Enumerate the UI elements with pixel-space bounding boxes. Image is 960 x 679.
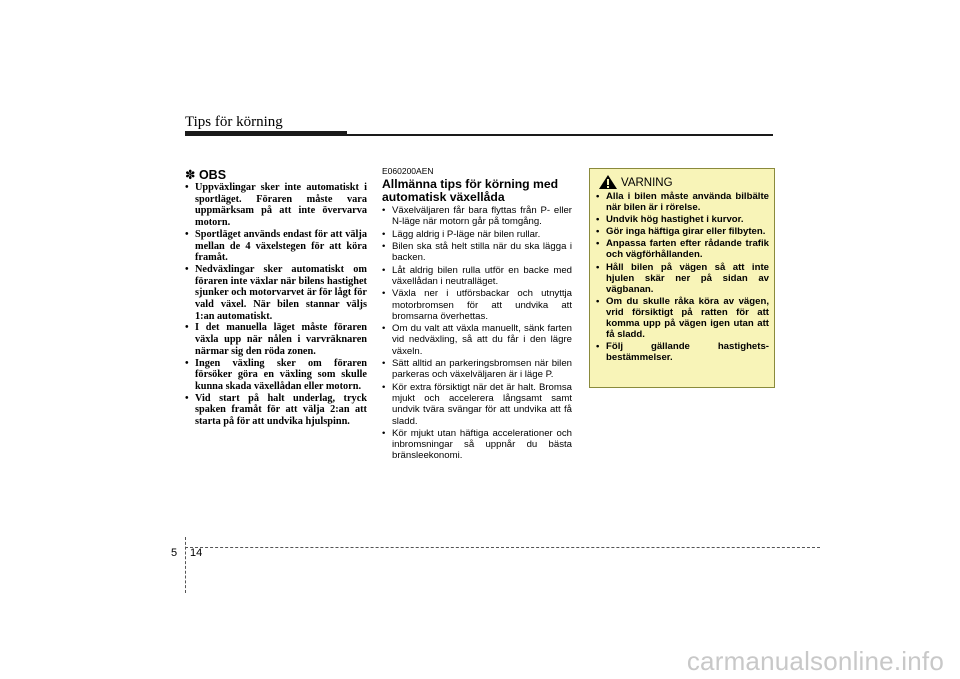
obs-item: • Sportläget används endast för att välja mellan de 4 växelstegen för att köra framåt. (185, 229, 367, 264)
warning-item: • Anpassa farten efter rådande trafik och vägförhållanden. (596, 238, 769, 260)
obs-item: • I det manuella läget måste föraren växla upp när nålen i varvräknaren närmar sig den röda zonen. (185, 322, 367, 357)
page-number: 14 (190, 547, 203, 559)
tip-item: • Växla ner i utförsbackar och utnyttja motorbromsen för att undvika att bromsarna överhettas. (382, 288, 572, 322)
tip-item: • Växelväljaren får bara flyttas från P- eller N-läge när motorn går på tomgång. (382, 205, 572, 228)
warning-title: VARNING (621, 177, 673, 189)
warning-item: • Gör inga häftiga girar eller filbyten. (596, 226, 769, 237)
chapter-number: 5 (171, 547, 178, 559)
driving-tips-list (382, 205, 572, 462)
warning-item: • Håll bilen på vägen så att inte hjulen skär ner på sidan av vägbanan. (596, 262, 769, 295)
header-rule-thin (347, 134, 773, 136)
header-rule-thick (185, 131, 347, 136)
warning-item: • Alla i bilen måste använda bilbälte när bilen är i rörelse. (596, 191, 769, 213)
driving-tips-column (382, 166, 572, 463)
obs-heading: ✽ OBS (185, 168, 227, 182)
obs-list (185, 182, 367, 428)
tip-item: • Lägg aldrig i P-läge när bilen rullar. (382, 229, 572, 240)
section-code: E060200AEN (382, 166, 434, 176)
watermark: carmanualsonline.info (686, 646, 944, 676)
warning-list (596, 191, 769, 364)
warning-item: • Följ gällande hastighets-bestämmelser. (596, 341, 769, 363)
tip-item: • Om du valt att växla manuellt, sänk farten vid nedväxling, så att du får i den lägre växeln. (382, 323, 572, 357)
obs-column (185, 168, 367, 428)
warning-item: • Undvik hög hastighet i kurvor. (596, 214, 769, 225)
warning-item: • Om du skulle råka köra av vägen, vrid försiktigt på ratten för att komma upp på vägen igen utan att få sladd. (596, 296, 769, 340)
tip-item: • Bilen ska stå helt stilla när du ska lägga i backen. (382, 241, 572, 264)
tip-item: • Kör extra försiktigt när det är halt. Bromsa mjukt och accelerera långsamt samt undvik tvära svängar för att undvika att få sladd. (382, 382, 572, 427)
tip-item: • Sätt alltid an parkeringsbromsen när bilen parkeras och växelväljaren är i läge P. (382, 358, 572, 381)
tip-item: • Kör mjukt utan häftiga accelerationer och inbromsningar så uppnår du bästa bränsleekonomi. (382, 428, 572, 462)
obs-item: • Ingen växling sker om föraren försöker göra en växling som skulle kunna skada växellådan eller motorn. (185, 358, 367, 393)
warning-header (598, 173, 673, 190)
obs-item: • Vid start på halt underlag, tryck spaken framåt för att välja 2:an att starta på för att undvika hjulspinn. (185, 393, 367, 428)
warning-triangle-icon (598, 174, 618, 190)
tip-item: • Låt aldrig bilen rulla utför en backe med växellådan i neutralläget. (382, 265, 572, 288)
page-header-title: Tips för körning (185, 114, 283, 130)
section-title: Allmänna tips för körning med automatisk växellåda (382, 177, 559, 204)
obs-item: • Nedväxlingar sker automatiskt om föraren inte växlar när bilens hastighet sjunker och motorvarvet är för lågt för vald växel. När bilen stannar väljs 1:an automatiskt. (185, 264, 367, 323)
warning-box (589, 168, 775, 388)
obs-item: • Uppväxlingar sker inte automatiskt i sportläget. Föraren måste vara uppmärksam på att inte övervarva motorn. (185, 182, 367, 229)
footer-rule (185, 547, 820, 548)
footer-divider (185, 537, 186, 593)
